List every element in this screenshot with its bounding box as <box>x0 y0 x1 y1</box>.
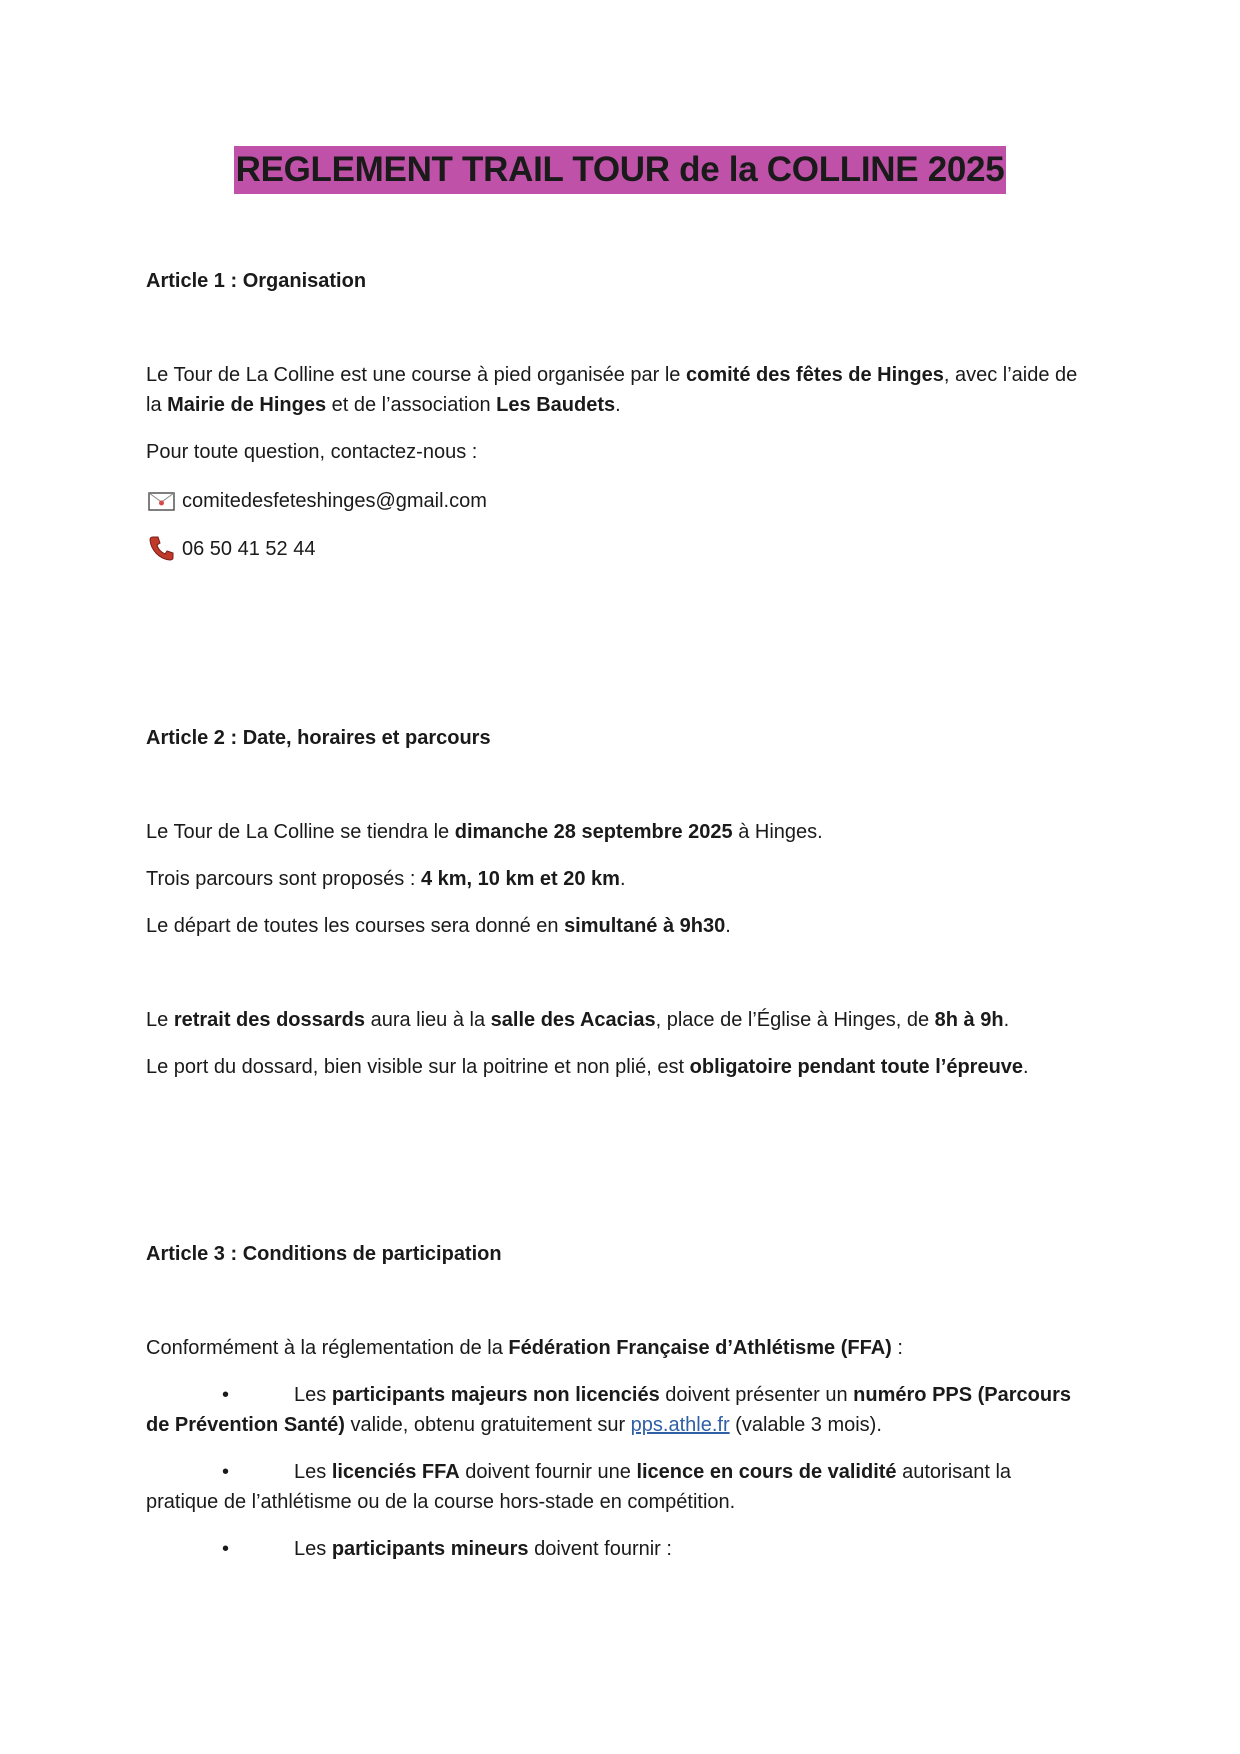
article3-intro <box>146 1333 903 1363</box>
bold-text: licence en cours de validité <box>636 1461 897 1483</box>
page-title: REGLEMENT TRAIL TOUR de la COLLINE 2025 <box>234 146 1007 194</box>
bold-text: Les Baudets <box>496 394 616 416</box>
article3-heading: Article 3 : Conditions de participation <box>146 1243 502 1265</box>
bold-text: retrait des dossards <box>173 1009 366 1031</box>
text: Les <box>294 1538 332 1560</box>
article2-line-parcours <box>146 864 626 894</box>
text: doivent fournir une <box>459 1461 637 1483</box>
bullet-marker: • <box>222 1538 230 1560</box>
bold-text: licenciés FFA <box>331 1461 460 1483</box>
bold-text: Mairie de Hinges <box>167 394 327 416</box>
text: . <box>725 915 731 937</box>
bold-text: obligatoire pendant toute l’épreuve <box>689 1056 1024 1078</box>
article2-line-retrait <box>146 1005 1009 1035</box>
article1-paragraph-line2 <box>146 390 621 420</box>
text: (valable 3 mois). <box>729 1414 882 1436</box>
text: valide, obtenu gratuitement sur <box>344 1414 631 1436</box>
article2-heading: Article 2 : Date, horaires et parcours <box>146 727 491 749</box>
bold-text: participants majeurs non licenciés <box>331 1384 660 1406</box>
text: . <box>615 394 621 416</box>
article1-paragraph-line1 <box>146 360 1077 390</box>
bullet2-line1 <box>294 1457 1011 1487</box>
text: Le Tour de La Colline se tiendra le <box>146 821 455 843</box>
text: . <box>1023 1056 1029 1078</box>
text: Les <box>294 1461 332 1483</box>
text: la <box>146 394 168 416</box>
text: Le <box>146 1009 174 1031</box>
bullet-marker: • <box>222 1461 230 1483</box>
article2-line-dossard <box>146 1052 1029 1082</box>
text: Le Tour de La Colline est une course à pied organisée par le <box>146 364 686 386</box>
text: Le port du dossard, bien visible sur la poitrine et non plié, est <box>146 1056 690 1078</box>
bullet1-line1 <box>294 1380 1071 1410</box>
bold-text: dimanche 28 septembre 2025 <box>454 821 733 843</box>
text: , place de l’Église à Hinges, de <box>655 1009 935 1031</box>
pps-link[interactable]: pps.athle.fr <box>630 1414 730 1436</box>
text: : <box>891 1337 903 1359</box>
text: . <box>1003 1009 1010 1031</box>
bullet2-line2: pratique de l’athlétisme ou de la course hors-stade en compétition. <box>146 1491 736 1513</box>
bold-text: de Prévention Santé) <box>146 1414 345 1436</box>
contact-email: comitedesfeteshinges@gmail.com <box>182 490 487 512</box>
article2-line-depart <box>146 911 731 941</box>
text: doivent présenter un <box>659 1384 854 1406</box>
bold-text: salle des Acacias <box>490 1009 656 1031</box>
text: autorisant la <box>896 1461 1012 1483</box>
bullet-marker: • <box>222 1384 230 1406</box>
contact-phone: 06 50 41 52 44 <box>182 538 316 560</box>
bold-text: comité des fêtes de Hinges <box>686 364 944 386</box>
text: Trois parcours sont proposés : <box>146 868 421 890</box>
text: Conformément à la réglementation de la <box>146 1337 509 1359</box>
title-wrap <box>0 146 1240 194</box>
bold-text: participants mineurs <box>331 1538 529 1560</box>
text: à Hinges. <box>732 821 823 843</box>
envelope-icon <box>148 491 176 513</box>
text: Le départ de toutes les courses sera donné en <box>146 915 565 937</box>
bullet1-line2 <box>146 1410 882 1440</box>
bold-text: 4 km, 10 km et 20 km <box>420 868 620 890</box>
article2-line-date <box>146 817 823 847</box>
text: Les <box>294 1384 332 1406</box>
text: . <box>619 868 626 890</box>
bold-text: Fédération Française d’Athlétisme (FFA) <box>508 1337 892 1359</box>
text: doivent fournir : <box>528 1538 672 1560</box>
bullet3-line1 <box>294 1534 672 1564</box>
article1-heading: Article 1 : Organisation <box>146 270 367 292</box>
contact-intro: Pour toute question, contactez-nous : <box>146 441 478 463</box>
bold-text: 8h à 9h <box>934 1009 1004 1031</box>
text: aura lieu à la <box>365 1009 491 1031</box>
text: , avec l’aide de <box>943 364 1078 386</box>
bold-text: numéro PPS (Parcours <box>853 1384 1072 1406</box>
telephone-icon <box>148 535 176 561</box>
bold-text: simultané à 9h30 <box>564 915 726 937</box>
text: et de l’association <box>326 394 497 416</box>
